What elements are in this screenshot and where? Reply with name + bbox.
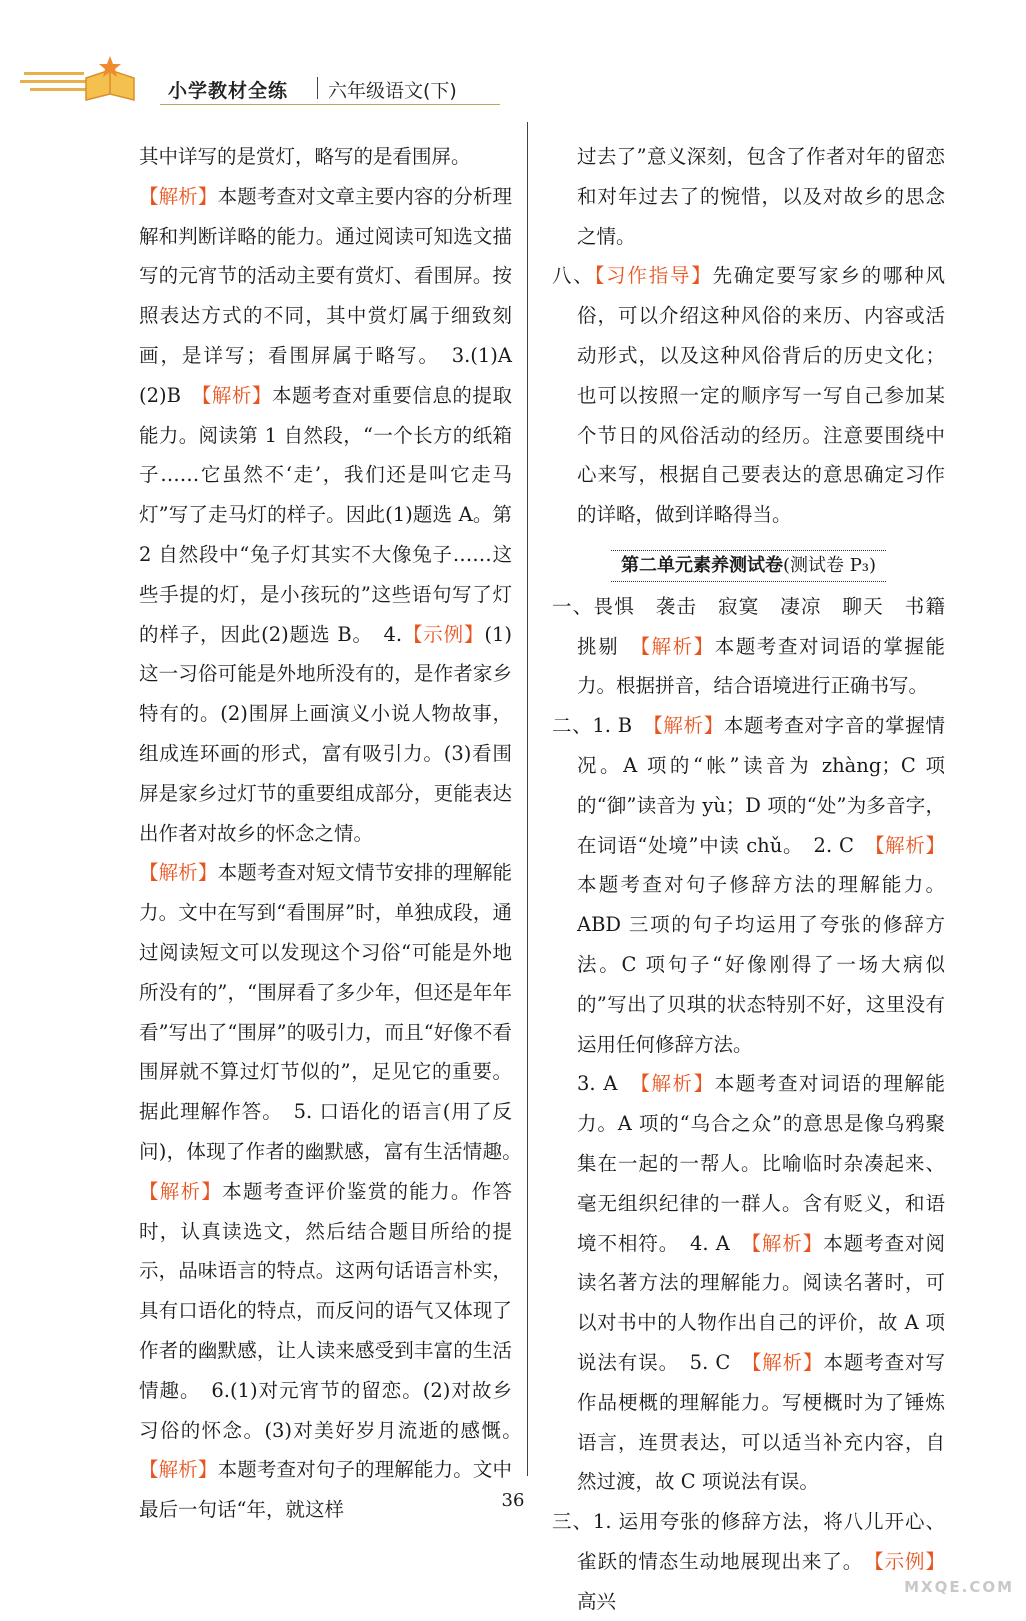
answer-tag: 【解析】: [201, 383, 272, 407]
section-title: [611, 550, 886, 582]
answer-tag: 【解析】: [751, 1231, 824, 1255]
right-para-part2b: 3. A 【解析】本题考查对词语的理解能力。A 项的“乌合之众”的意思是像乌鸦聚集在一起的一帮人。比喻临时杂凑起来、毫无组织纪律的一群人。含有贬义，和语境不相符。 4. A 【解析】本题考查对阅读名著方法的理解能力。阅读名著时，可以对书中的人物作出自己的评价，故 A 项说法有误。 5. C 【解析】本题考查对写作品梗概的理解能力。写梗概时为了锤炼语言，连贯表达，可以适当补充内容，自然过渡，故 C 项说法有误。: [577, 1072, 945, 1494]
right-para-part8: 八、【习作指导】先确定要写家乡的哪种风俗，可以介绍这种风俗的来历、内容或活动形式，以及这种风俗背后的历史文化；也可以按照一定的顺序写一写自己参加某个节日的风俗活动的经历。注意要围绕中心来写，根据自己要表达的意思确定习作的详略，做到详略得当。: [552, 264, 945, 527]
left-para-1: 其中详写的是赏灯，略写的是看围屏。: [139, 145, 471, 168]
answer-tag: 【示例】: [402, 622, 485, 646]
right-para-part1: 一、畏惧 袭击 寂寞 凄凉 聊天 书籍 挑剔 【解析】本题考查对词语的掌握能力。根据拼音，结合语境进行正确书写。: [552, 594, 965, 698]
page-number: 36: [501, 1490, 525, 1511]
answer-tag: 【解析】: [874, 833, 945, 857]
section-heading: [552, 545, 945, 585]
site-watermark: MXQE.COM: [904, 1578, 1014, 1596]
header-separator: [317, 77, 318, 99]
column-divider: [527, 122, 528, 1476]
right-para-part3: 三、1. 运用夸张的修辞方法，将八儿开心、雀跃的情态生动地展现出来了。 【示例】高兴: [552, 1510, 945, 1613]
left-para-2: 【解析】本题考查对文章主要内容的分析理解和判断详略的能力。通过阅读可知选文描写的元宵节的活动主要有赏灯、看围屏。按照表达方式的不同，其中赏灯属于细致刻画，是详写；看围屏属于略写。 3.(1)A (2)B 【解析】本题考查对重要信息的提取能力。阅读第 1 自然段，“一个长方的纸箱子……它虽然不‘走’，我们还是叫它走马灯”写了走马灯的样子。因此(1)题选 A。第 2 自然段中“兔子灯其实不大像兔子……这些手提的灯，是小孩玩的”这些语句写了灯的样子，因此(2)题选 B。 4.【示例】(1)这一习俗可能是外地所没有的，是作者家乡特有的。(2)围屏上画演义小说人物故事，组成连环画的形式，富有吸引力。(3)看围屏是家乡过灯节的重要组成部分，更能表达出作者对故乡的怀念之情。: [139, 184, 532, 845]
answer-tag: 【解析】: [652, 714, 724, 738]
answer-tag: 【解析】: [139, 861, 218, 885]
page-header: [20, 56, 500, 106]
book-subtitle: 六年级语文(下): [328, 80, 457, 102]
answer-tag: 【解析】: [139, 1179, 223, 1203]
answer-tag: 【示例】: [873, 1549, 945, 1573]
answer-tag: 【习作指导】: [594, 264, 713, 288]
header-underline: [160, 104, 500, 105]
answer-tag: 【解析】: [751, 1350, 824, 1374]
book-logo-icon: [20, 56, 138, 106]
right-para-part2a: 二、1. B 【解析】本题考查对字音的掌握情况。A 项的“帐”读音为 zhàng；C 项的“御”读音为 yù；D 项的“处”为多音字，在词语“处境”中读 chǔ。 2. C 【解析】本题考查对句子修辞方法的理解能力。ABD 三项的句子均运用了夸张的修辞方法。C 项句子“好像刚得了一场大病似的”写出了贝琪的状态特别不好，这里没有运用任何修辞方法。: [552, 714, 945, 1056]
answer-tag: 【解析】: [640, 1072, 715, 1096]
section-title-main: 第二单元素养测试卷: [620, 554, 783, 576]
answer-tag: 【解析】: [139, 184, 218, 208]
right-para-continuation: 过去了”意义深刻，包含了作者对年的留恋和对年过去了的惋惜，以及对故乡的思念之情。: [577, 145, 945, 248]
section-title-sub: (测试卷 P₃): [782, 554, 877, 576]
answer-tag: 【解析】: [640, 634, 715, 658]
answer-tag: 【解析】: [139, 1458, 218, 1482]
book-title: 小学教材全练: [168, 80, 289, 102]
left-para-3: 【解析】本题考查对短文情节安排的理解能力。文中在写到“看围屏”时，单独成段，通过阅读短文可以发现这个习俗“可能是外地所没有的”，“围屏看了多少年，但还是年年看”写出了“围屏”的吸引力，而且“好像不看围屏就不算过灯节似的”，足见它的重要。据此理解作答。 5. 口语化的语言(用了反问)，体现了作者的幽默感，富有生活情趣。 【解析】本题考查评价鉴赏的能力。作答时，认真读选文，然后结合题目所给的提示，品味语言的特点。这两句话语言朴实，具有口语化的特点，而反问的语气又体现了作者的幽默感，让人读来感受到丰富的生活情趣。 6.(1)对元宵节的留恋。(2)对故乡习俗的怀念。(3)对美好岁月流逝的感慨。 【解析】本题考查对句子的理解能力。文中最后一句话“年，就这样: [139, 861, 532, 1522]
